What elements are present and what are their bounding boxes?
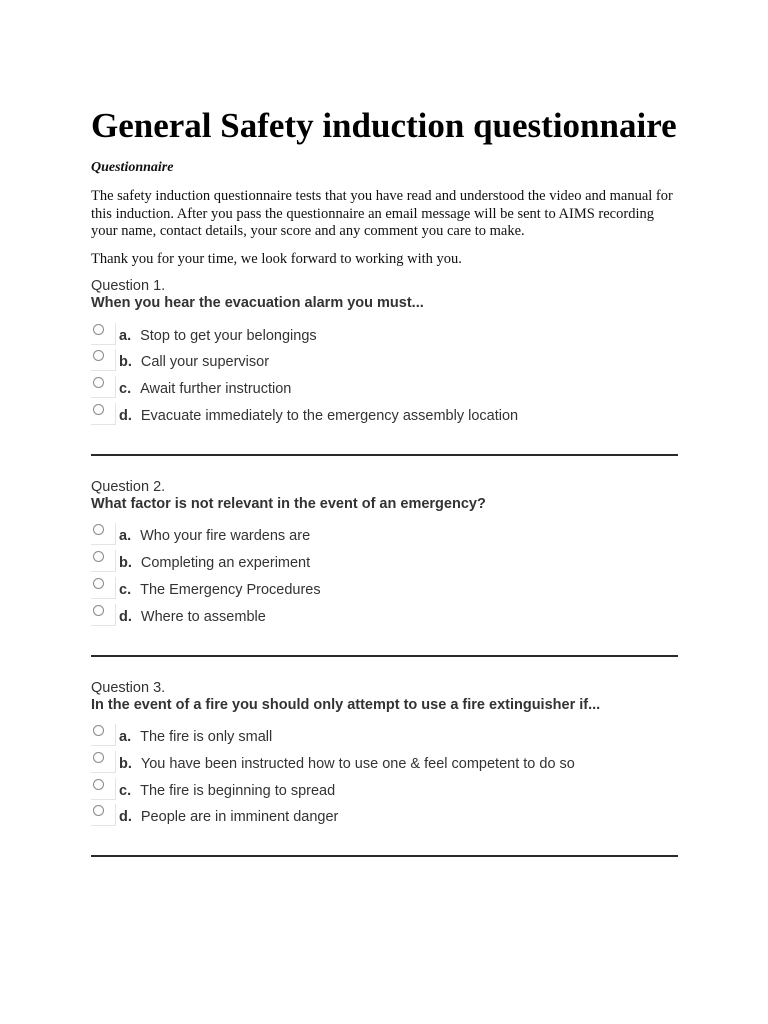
option-letter: b. (119, 755, 132, 772)
answer-option-c[interactable] (91, 572, 678, 599)
answer-option-c[interactable] (91, 371, 678, 398)
option-label: You have been instructed how to use one & feel competent to do so (140, 755, 575, 772)
section-divider (91, 454, 678, 456)
option-label: Where to assemble (140, 608, 266, 625)
radio-button[interactable] (93, 605, 104, 616)
radio-button[interactable] (93, 324, 104, 335)
radio-button[interactable] (93, 805, 104, 816)
question-number: Question 2. (91, 478, 166, 495)
option-label: The fire is only small (140, 729, 273, 746)
question-2 (91, 479, 678, 626)
radio-cell (91, 349, 116, 371)
section-divider (91, 855, 678, 857)
radio-button[interactable] (93, 752, 104, 763)
radio-button[interactable] (93, 551, 104, 562)
radio-cell (91, 804, 116, 826)
answer-option-b[interactable] (91, 746, 678, 773)
option-label: People are in imminent danger (140, 809, 339, 826)
intro-paragraph: The safety induction questionnaire tests that you have read and understood the video and manual for this induction. After you pass the questionnaire an email message will be sent to AIMS recording your name, contact details, your score and any comment you care to make. (91, 188, 673, 239)
answer-option-a[interactable] (91, 519, 678, 546)
radio-cell (91, 604, 116, 626)
radio-cell (91, 550, 116, 572)
radio-cell (91, 778, 116, 800)
option-label: The fire is beginning to spread (140, 782, 336, 799)
radio-button[interactable] (93, 578, 104, 589)
question-number: Question 1. (91, 278, 166, 294)
option-letter: c. (119, 381, 132, 398)
answer-option-a[interactable] (91, 318, 678, 345)
answer-option-b[interactable] (91, 345, 678, 372)
radio-cell (91, 751, 116, 773)
section-divider (91, 655, 678, 657)
radio-cell (91, 724, 116, 746)
option-letter: d. (119, 608, 132, 625)
option-letter: c. (119, 581, 132, 598)
radio-button[interactable] (93, 779, 104, 790)
radio-button[interactable] (93, 350, 104, 361)
option-letter: a. (119, 528, 132, 545)
radio-button[interactable] (93, 725, 104, 736)
option-label: Stop to get your belongings (140, 327, 317, 344)
option-label: Evacuate immediately to the emergency assembly location (140, 407, 519, 424)
radio-cell (91, 323, 116, 345)
document-page (91, 104, 678, 880)
option-label: Call your supervisor (140, 354, 270, 371)
option-label: Who your fire wardens are (140, 528, 311, 545)
radio-button[interactable] (93, 524, 104, 535)
question-3 (91, 680, 678, 827)
radio-cell (91, 403, 116, 425)
question-1 (91, 278, 678, 425)
radio-button[interactable] (93, 377, 104, 388)
question-text: In the event of a fire you should only attempt to use a fire extinguisher if... (91, 696, 601, 713)
answer-option-d[interactable] (91, 800, 678, 827)
option-label: The Emergency Procedures (140, 581, 321, 598)
option-label: Await further instruction (140, 381, 292, 398)
section-subtitle: Questionnaire (91, 160, 174, 175)
option-letter: a. (119, 729, 132, 746)
question-text: What factor is not relevant in the event of an emergency? (91, 495, 486, 512)
answer-option-d[interactable] (91, 599, 678, 626)
option-letter: a. (119, 327, 132, 344)
option-letter: b. (119, 354, 132, 371)
answer-option-b[interactable] (91, 545, 678, 572)
answer-option-c[interactable] (91, 773, 678, 800)
option-letter: c. (119, 782, 132, 799)
option-letter: d. (119, 809, 132, 826)
answer-option-a[interactable] (91, 720, 678, 747)
radio-cell (91, 577, 116, 599)
page-title: General Safety induction questionnaire (91, 106, 677, 145)
radio-button[interactable] (93, 404, 104, 415)
option-letter: d. (119, 407, 132, 424)
radio-cell (91, 523, 116, 545)
radio-cell (91, 376, 116, 398)
question-text: When you hear the evacuation alarm you must... (91, 295, 424, 311)
thanks-paragraph: Thank you for your time, we look forward to working with you. (91, 250, 462, 267)
answer-option-d[interactable] (91, 398, 678, 425)
option-label: Completing an experiment (140, 555, 311, 572)
question-number: Question 3. (91, 679, 166, 696)
option-letter: b. (119, 555, 132, 572)
